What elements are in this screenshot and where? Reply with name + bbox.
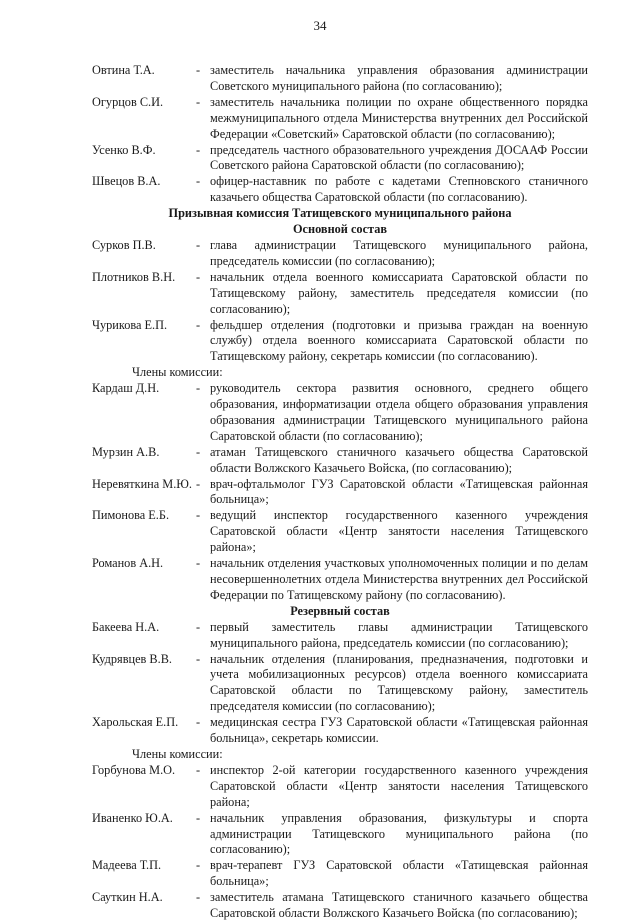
entry-dash: - xyxy=(196,619,201,634)
person-entry xyxy=(92,620,588,652)
person-name: Чурикова Е.П. xyxy=(92,317,168,332)
person-position: начальник отделения (планирования, предназначения, подготовки и учета мобилизационных ресурсов) отдела военного комиссариата Саратовской области по Татищевскому району, заместитель председателя комиссии (по согласованию); xyxy=(210,651,588,714)
reserve-staff-heading: Резервный состав xyxy=(290,603,390,618)
person-position: инспектор 2-ой категории государственного казенного учреждения Саратовской области «Центр занятости населения Татищевского района; xyxy=(210,762,588,809)
person-entry xyxy=(92,858,588,890)
entry-dash: - xyxy=(196,476,201,491)
person-name: Кудрявцев В.В. xyxy=(92,651,172,666)
person-name: Овтина Т.А. xyxy=(92,63,155,77)
entry-dash: - xyxy=(196,651,201,666)
main-staff-heading: Основной состав xyxy=(292,222,388,237)
person-position: врач-терапевт ГУЗ Саратовской области «Татищевская районная больница»; xyxy=(210,858,588,889)
person-name: Кардаш Д.Н. xyxy=(92,381,160,396)
person-entry xyxy=(92,556,588,604)
main-staff-list xyxy=(92,238,588,365)
person-entry xyxy=(92,174,588,206)
person-entry xyxy=(92,763,588,811)
person-position: офицер-наставник по работе с кадетами Степновского станичного казачьего общества Саратовской области (по согласованию). xyxy=(210,174,588,205)
person-position: глава администрации Татищевского муниципального района, председатель комиссии (по согласованию); xyxy=(210,237,588,268)
person-name: Сурков П.В. xyxy=(92,237,156,252)
entry-dash: - xyxy=(196,858,201,873)
person-name: Бакеева Н.А. xyxy=(92,619,160,634)
person-entry xyxy=(92,477,588,509)
person-entry xyxy=(92,95,588,143)
person-entry xyxy=(92,318,588,366)
reserve-members-list xyxy=(92,763,588,922)
person-name: Мурзин А.В. xyxy=(92,444,160,459)
person-position: врач-офтальмолог ГУЗ Саратовской области «Татищевская районная больница»; xyxy=(210,476,588,507)
entry-dash: - xyxy=(196,508,201,523)
entry-dash: - xyxy=(196,317,201,332)
person-entry xyxy=(92,811,588,859)
person-name: Усенко В.Ф. xyxy=(92,142,156,157)
person-name: Плотников В.Н. xyxy=(92,269,176,284)
person-position: ведущий инспектор государственного казенного учреждения Саратовской области «Центр занятости населения Татищевского района»; xyxy=(210,508,588,555)
entries-top xyxy=(92,63,588,206)
entry-dash: - xyxy=(196,174,201,189)
entry-dash: - xyxy=(196,810,201,825)
person-position: фельдшер отделения (подготовки и призыва граждан на военную службу) отдела военного комиссариата Саратовской области по Татищевскому району, секретарь комиссии (по согласованию). xyxy=(210,317,588,364)
entry-dash: - xyxy=(196,94,201,109)
person-position: первый заместитель главы администрации Татищевского муниципального района, председатель комиссии (по согласованию); xyxy=(210,619,588,650)
entry-dash: - xyxy=(196,762,201,777)
person-position: руководитель сектора развития основного, среднего общего образования, информатизации отдела общего образования управления образования администрации Татищевского муниципального района Саратовской области (по согласованию); xyxy=(210,381,588,443)
entry-dash: - xyxy=(196,63,201,77)
document-body xyxy=(92,63,588,922)
person-name: Мадеева Т.П. xyxy=(92,858,162,873)
person-entry xyxy=(92,381,588,445)
reserve-staff-list xyxy=(92,620,588,747)
person-name: Сауткин Н.А. xyxy=(92,890,163,905)
entry-dash: - xyxy=(196,444,201,459)
person-position: заместитель начальника полиции по охране общественного порядка межмуниципального отдела Министерства внутренних дел Российской Федерации «Советский» Саратовской области (по согласованию); xyxy=(210,94,588,141)
person-entry xyxy=(92,890,588,922)
person-entry xyxy=(92,63,588,95)
person-name: Пимонова Е.Б. xyxy=(92,508,170,523)
person-entry xyxy=(92,238,588,270)
entry-dash: - xyxy=(196,890,201,905)
main-members-list xyxy=(92,381,588,604)
person-name: Швецов В.А. xyxy=(92,174,161,189)
person-name: Огурцов С.И. xyxy=(92,94,164,109)
entry-dash: - xyxy=(196,556,201,571)
commission-heading: Призывная комиссия Татищевского муниципального района xyxy=(168,206,512,221)
person-name: Неревяткина М.Ю. xyxy=(92,476,193,491)
entry-dash: - xyxy=(196,381,201,396)
person-position: начальник отделения участковых уполномоченных полиции и по делам несовершеннолетних отдела Министерства внутренних дел Российской Федерации по Татищевскому району (по согласованию). xyxy=(210,556,588,602)
members-label: Члены комиссии: xyxy=(132,746,223,761)
person-entry xyxy=(92,270,588,318)
members-label: Члены комиссии: xyxy=(132,365,223,380)
person-entry xyxy=(92,652,588,716)
person-position: медицинская сестра ГУЗ Саратовской области «Татищевская районная больница», секретарь комиссии. xyxy=(210,715,588,746)
person-position: атаман Татищевского станичного казачьего общества Саратовской области Волжского Казачьего Войска, (по согласованию); xyxy=(210,444,588,475)
person-position: председатель частного образовательного учреждения ДОСААФ России Советского района Саратовской области (по согласованию); xyxy=(210,142,588,173)
person-name: Горбунова М.О. xyxy=(92,762,176,777)
person-name: Иваненко Ю.А. xyxy=(92,810,173,825)
person-name: Харольская Е.П. xyxy=(92,715,179,730)
entry-dash: - xyxy=(196,715,201,730)
entry-dash: - xyxy=(196,142,201,157)
person-position: начальник отдела военного комиссариата Саратовской области по Татищевскому району, заместитель председателя комиссии (по согласованию); xyxy=(210,269,588,316)
person-entry xyxy=(92,508,588,556)
person-position: заместитель начальника управления образования администрации Советского муниципального района (по согласованию); xyxy=(210,63,588,93)
person-name: Романов А.Н. xyxy=(92,556,164,571)
person-entry xyxy=(92,143,588,175)
entry-dash: - xyxy=(196,237,201,252)
person-entry xyxy=(92,715,588,747)
person-entry xyxy=(92,445,588,477)
person-position: заместитель атамана Татищевского станичного казачьего общества Саратовской области Волжского Казачьего Войска (по согласованию); xyxy=(210,890,588,921)
page-number: 34 xyxy=(313,18,327,33)
entry-dash: - xyxy=(196,269,201,284)
person-position: начальник управления образования, физкультуры и спорта администрации Татищевского муниципального района (по согласованию); xyxy=(210,810,588,857)
